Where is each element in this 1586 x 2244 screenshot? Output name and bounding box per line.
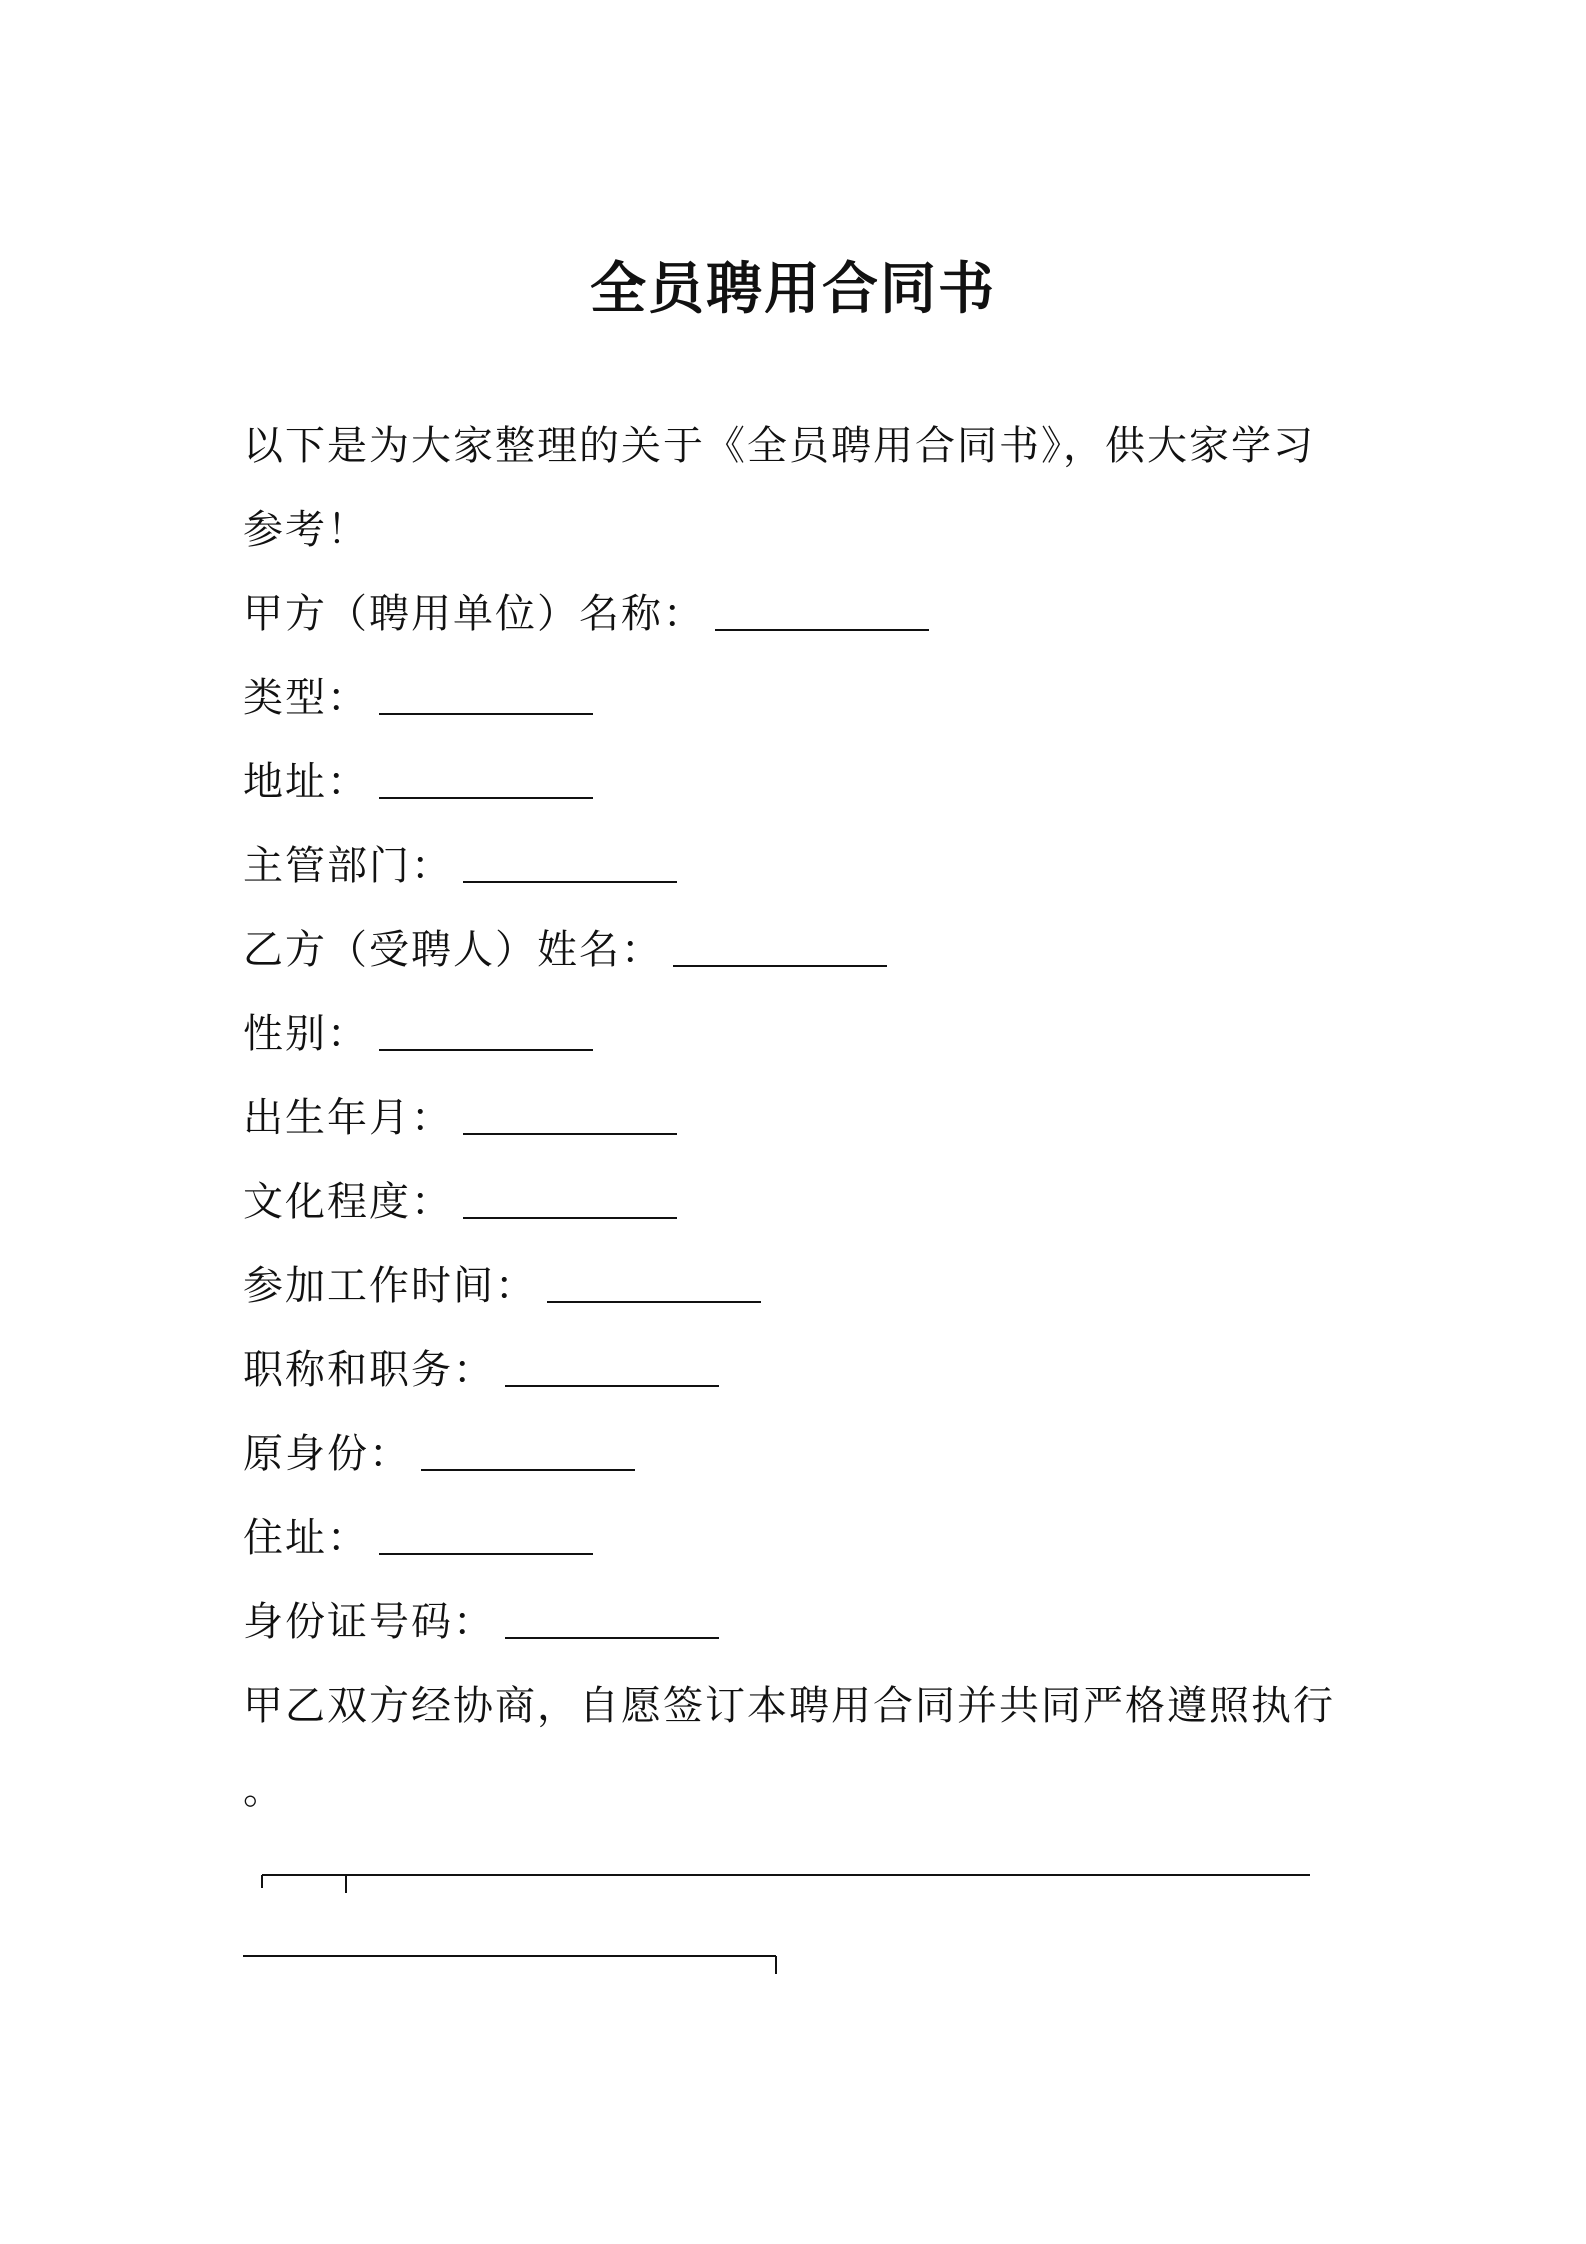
fill-blank[interactable] [673, 925, 887, 967]
field-label: 职称和职务： [243, 1347, 495, 1393]
fill-blank[interactable] [463, 841, 677, 883]
page-title: 全员聘用合同书 [590, 257, 996, 322]
field-title-position [243, 1328, 1363, 1412]
field-employee-name [243, 908, 1363, 992]
closing-line-1: 甲乙双方经协商，自愿签订本聘用合同并共同严格遵照执行 [243, 1683, 1335, 1729]
document-body [243, 404, 1363, 1832]
field-work-start [243, 1244, 1363, 1328]
fill-blank[interactable] [379, 673, 593, 715]
fill-blank[interactable] [421, 1429, 635, 1471]
field-label: 参加工作时间： [243, 1263, 537, 1309]
field-label: 类型： [243, 675, 369, 721]
field-label: 原身份： [243, 1431, 411, 1477]
intro-line-2: 参考！ [243, 507, 369, 553]
fill-blank[interactable] [379, 757, 593, 799]
field-label: 住址： [243, 1515, 369, 1561]
field-employer-name [243, 572, 1363, 656]
field-gender [243, 992, 1363, 1076]
field-birth [243, 1076, 1363, 1160]
field-address [243, 740, 1363, 824]
fill-blank[interactable] [505, 1345, 719, 1387]
field-label: 地址： [243, 759, 369, 805]
field-label: 乙方（受聘人）姓名： [243, 927, 663, 973]
fill-blank[interactable] [463, 1093, 677, 1135]
fill-blank[interactable] [505, 1597, 719, 1639]
fill-blank[interactable] [379, 1009, 593, 1051]
field-label: 身份证号码： [243, 1599, 495, 1645]
field-label: 出生年月： [243, 1095, 453, 1141]
field-id-number [243, 1580, 1363, 1664]
fill-blank[interactable] [463, 1177, 677, 1219]
field-residence [243, 1496, 1363, 1580]
field-label: 文化程度： [243, 1179, 453, 1225]
field-education [243, 1160, 1363, 1244]
field-label: 甲方（聘用单位）名称： [243, 591, 705, 637]
closing-line-2: 。 [243, 1767, 285, 1813]
fill-blank[interactable] [547, 1261, 761, 1303]
intro-line-1: 以下是为大家整理的关于《全员聘用合同书》，供大家学习 [243, 423, 1315, 469]
field-type [243, 656, 1363, 740]
fill-blank[interactable] [379, 1513, 593, 1555]
field-label: 主管部门： [243, 843, 453, 889]
fill-blank[interactable] [715, 589, 929, 631]
field-original-status [243, 1412, 1363, 1496]
field-department [243, 824, 1363, 908]
field-label: 性别： [243, 1011, 369, 1057]
